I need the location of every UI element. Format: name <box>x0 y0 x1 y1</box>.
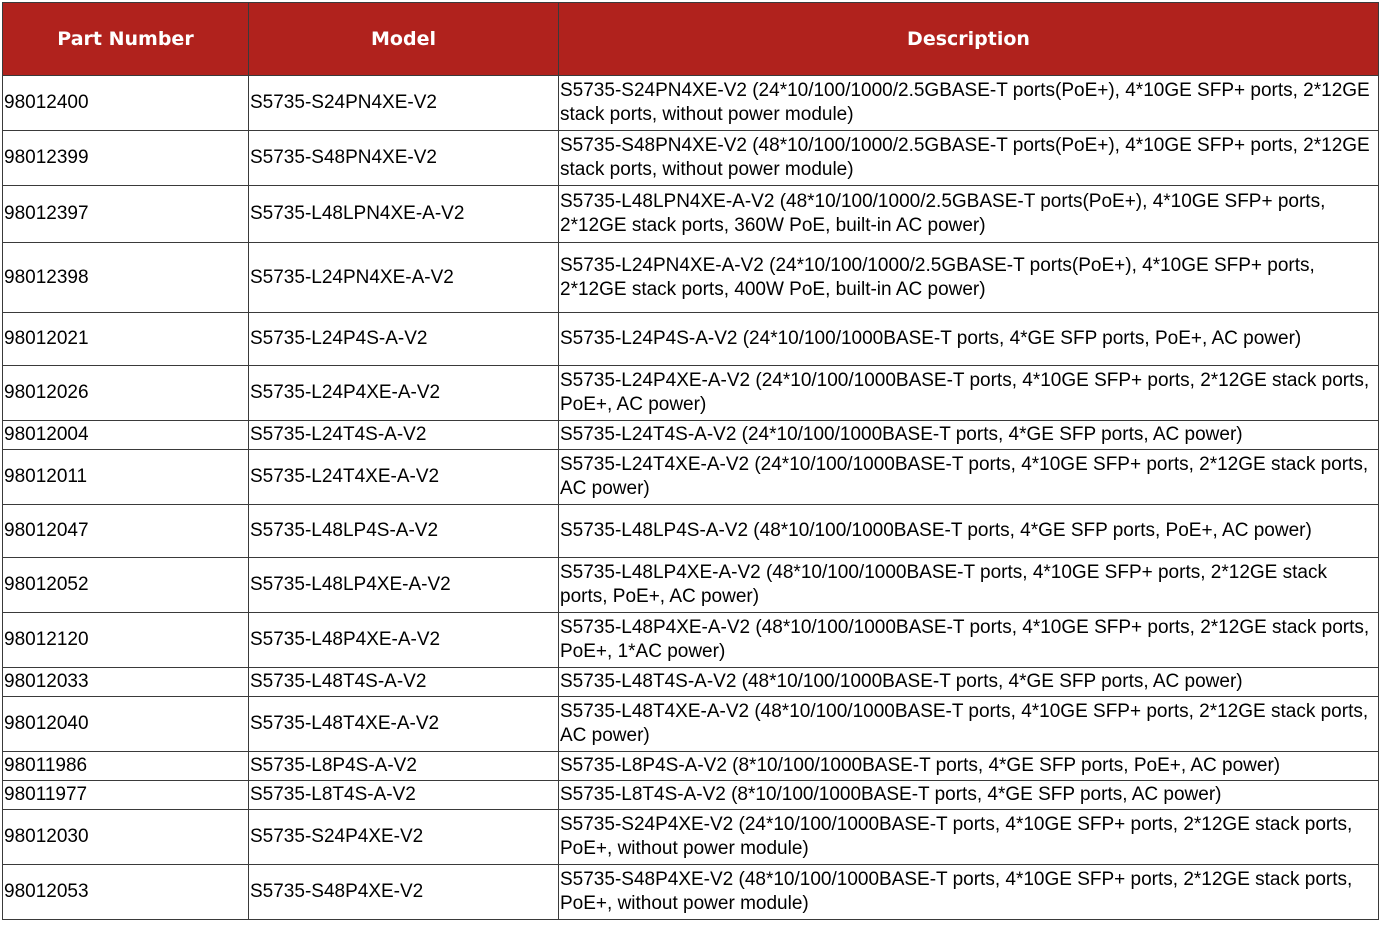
cell-model: S5735-L8T4S-A-V2 <box>249 781 559 810</box>
cell-model: S5735-L48LP4XE-A-V2 <box>249 558 559 613</box>
cell-model: S5735-L48P4XE-A-V2 <box>249 613 559 668</box>
cell-model: S5735-L24P4S-A-V2 <box>249 313 559 366</box>
cell-description: S5735-L24P4XE-A-V2 (24*10/100/1000BASE-T ports, 4*10GE SFP+ ports, 2*12GE stack ports, PoE+, AC power) <box>559 366 1379 421</box>
cell-model: S5735-L48LPN4XE-A-V2 <box>249 186 559 243</box>
table-row <box>3 131 1379 186</box>
cell-model: S5735-L24P4XE-A-V2 <box>249 366 559 421</box>
product-table <box>2 2 1379 920</box>
table-row <box>3 752 1379 781</box>
table-row <box>3 313 1379 366</box>
cell-part-number: 98012011 <box>3 450 249 505</box>
cell-model: S5735-L8P4S-A-V2 <box>249 752 559 781</box>
cell-part-number: 98012053 <box>3 865 249 920</box>
cell-part-number: 98012120 <box>3 613 249 668</box>
column-header-part-number: Part Number <box>3 3 249 76</box>
cell-part-number: 98012397 <box>3 186 249 243</box>
header-row <box>3 3 1379 76</box>
cell-description: S5735-L8T4S-A-V2 (8*10/100/1000BASE-T ports, 4*GE SFP ports, AC power) <box>559 781 1379 810</box>
cell-description: S5735-L24PN4XE-A-V2 (24*10/100/1000/2.5GBASE-T ports(PoE+), 4*10GE SFP+ ports, 2*12GE stack ports, 400W PoE, built-in AC power) <box>559 243 1379 313</box>
cell-model: S5735-S48P4XE-V2 <box>249 865 559 920</box>
table-row <box>3 243 1379 313</box>
cell-model: S5735-L48LP4S-A-V2 <box>249 505 559 558</box>
cell-model: S5735-S48PN4XE-V2 <box>249 131 559 186</box>
cell-part-number: 98012052 <box>3 558 249 613</box>
column-header-model: Model <box>249 3 559 76</box>
cell-description: S5735-L8P4S-A-V2 (8*10/100/1000BASE-T ports, 4*GE SFP ports, PoE+, AC power) <box>559 752 1379 781</box>
cell-part-number: 98011977 <box>3 781 249 810</box>
table-row <box>3 366 1379 421</box>
cell-part-number: 98012004 <box>3 421 249 450</box>
cell-part-number: 98012040 <box>3 697 249 752</box>
cell-model: S5735-L48T4XE-A-V2 <box>249 697 559 752</box>
cell-description: S5735-S48P4XE-V2 (48*10/100/1000BASE-T ports, 4*10GE SFP+ ports, 2*12GE stack ports, PoE+, without power module) <box>559 865 1379 920</box>
cell-model: S5735-S24P4XE-V2 <box>249 810 559 865</box>
cell-model: S5735-S24PN4XE-V2 <box>249 76 559 131</box>
cell-model: S5735-L24T4XE-A-V2 <box>249 450 559 505</box>
cell-part-number: 98011986 <box>3 752 249 781</box>
cell-description: S5735-L48LP4S-A-V2 (48*10/100/1000BASE-T ports, 4*GE SFP ports, PoE+, AC power) <box>559 505 1379 558</box>
cell-description: S5735-L48T4S-A-V2 (48*10/100/1000BASE-T ports, 4*GE SFP ports, AC power) <box>559 668 1379 697</box>
cell-part-number: 98012021 <box>3 313 249 366</box>
cell-description: S5735-S24P4XE-V2 (24*10/100/1000BASE-T ports, 4*10GE SFP+ ports, 2*12GE stack ports, PoE+, without power module) <box>559 810 1379 865</box>
cell-part-number: 98012033 <box>3 668 249 697</box>
cell-description: S5735-L48P4XE-A-V2 (48*10/100/1000BASE-T ports, 4*10GE SFP+ ports, 2*12GE stack ports, PoE+, 1*AC power) <box>559 613 1379 668</box>
product-table-container <box>2 2 1378 920</box>
table-row <box>3 781 1379 810</box>
cell-description: S5735-L24T4XE-A-V2 (24*10/100/1000BASE-T ports, 4*10GE SFP+ ports, 2*12GE stack ports, AC power) <box>559 450 1379 505</box>
table-row <box>3 505 1379 558</box>
table-row <box>3 697 1379 752</box>
cell-description: S5735-S24PN4XE-V2 (24*10/100/1000/2.5GBASE-T ports(PoE+), 4*10GE SFP+ ports, 2*12GE stack ports, without power module) <box>559 76 1379 131</box>
table-row <box>3 613 1379 668</box>
cell-part-number: 98012398 <box>3 243 249 313</box>
cell-description: S5735-L48LP4XE-A-V2 (48*10/100/1000BASE-T ports, 4*10GE SFP+ ports, 2*12GE stack ports, PoE+, AC power) <box>559 558 1379 613</box>
cell-part-number: 98012047 <box>3 505 249 558</box>
table-row <box>3 668 1379 697</box>
cell-model: S5735-L48T4S-A-V2 <box>249 668 559 697</box>
cell-description: S5735-S48PN4XE-V2 (48*10/100/1000/2.5GBASE-T ports(PoE+), 4*10GE SFP+ ports, 2*12GE stack ports, without power module) <box>559 131 1379 186</box>
table-row <box>3 450 1379 505</box>
cell-part-number: 98012400 <box>3 76 249 131</box>
cell-part-number: 98012399 <box>3 131 249 186</box>
table-row <box>3 76 1379 131</box>
table-body <box>3 76 1379 920</box>
table-row <box>3 186 1379 243</box>
cell-part-number: 98012030 <box>3 810 249 865</box>
table-row <box>3 810 1379 865</box>
cell-model: S5735-L24T4S-A-V2 <box>249 421 559 450</box>
table-row <box>3 558 1379 613</box>
cell-model: S5735-L24PN4XE-A-V2 <box>249 243 559 313</box>
column-header-description: Description <box>559 3 1379 76</box>
cell-description: S5735-L24T4S-A-V2 (24*10/100/1000BASE-T ports, 4*GE SFP ports, AC power) <box>559 421 1379 450</box>
cell-description: S5735-L24P4S-A-V2 (24*10/100/1000BASE-T ports, 4*GE SFP ports, PoE+, AC power) <box>559 313 1379 366</box>
table-row <box>3 865 1379 920</box>
cell-description: S5735-L48LPN4XE-A-V2 (48*10/100/1000/2.5GBASE-T ports(PoE+), 4*10GE SFP+ ports, 2*12GE stack ports, 360W PoE, built-in AC power) <box>559 186 1379 243</box>
cell-description: S5735-L48T4XE-A-V2 (48*10/100/1000BASE-T ports, 4*10GE SFP+ ports, 2*12GE stack ports, AC power) <box>559 697 1379 752</box>
table-row <box>3 421 1379 450</box>
cell-part-number: 98012026 <box>3 366 249 421</box>
table-header <box>3 3 1379 76</box>
